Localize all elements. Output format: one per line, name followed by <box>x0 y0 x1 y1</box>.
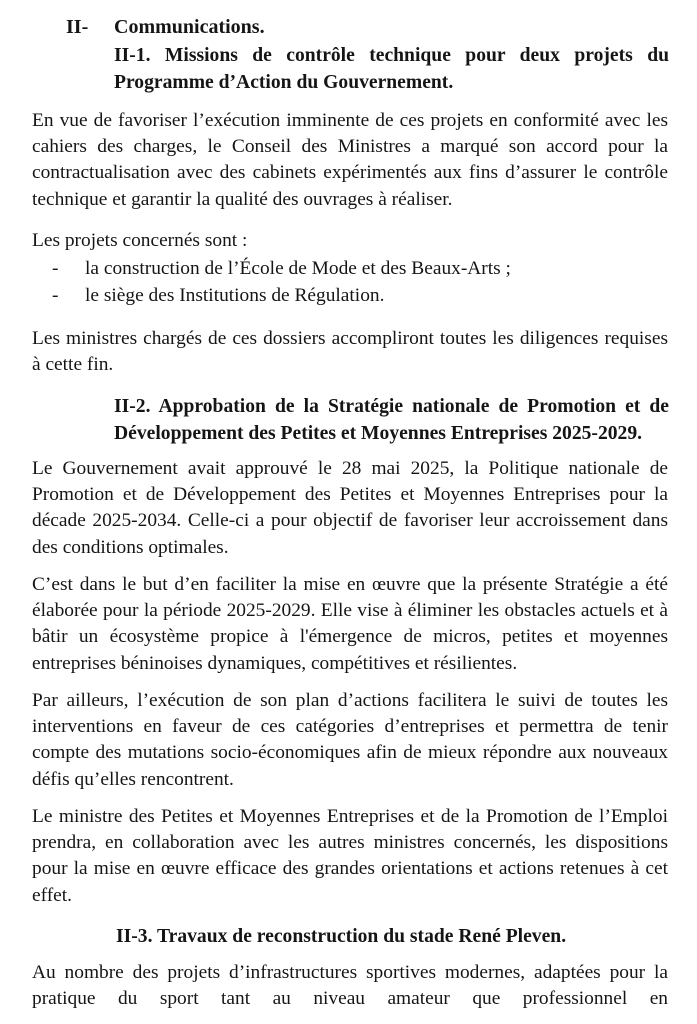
list-item <box>52 283 511 310</box>
subsection-1-heading-line1: II-1. Missions de contrôle technique pour deux projets du <box>114 45 669 66</box>
subsection-2-paragraph-3: Par ailleurs, l’exécution de son plan d’actions facilitera le suivi de toutes les interventions en faveur de ces catégories d’entreprises et permettra de tenir compte des mutations socio-économiques afin de mieux répondre aux nouveaux défis qu’elles rencontrent. <box>32 690 668 790</box>
subsection-3-paragraph-1: Au nombre des projets d’infrastructures sportives modernes, adaptées pour la pratique du sport tant au niveau amateur que professionnel en <box>32 962 668 1010</box>
list-item-text: la construction de l’École de Mode et des Beaux-Arts ; <box>85 258 511 279</box>
subsection-1-paragraph-3: Les ministres chargés de ces dossiers accompliront toutes les diligences requises à cette fin. <box>32 328 668 376</box>
subsection-3-heading: II-3. Travaux de reconstruction du stade René Pleven. <box>116 926 567 947</box>
subsection-2-paragraph-1: Le Gouvernement avait approuvé le 28 mai 2025, la Politique nationale de Promotion et de Développement des Petites et Moyennes Entreprises pour la décade 2025-2034. Celle-ci a pour objectif de favoriser leur accroissement dans des conditions optimales. <box>32 458 668 558</box>
list-item <box>52 256 511 283</box>
list-dash: - <box>52 284 59 306</box>
subsection-1-paragraph-2: Les projets concernés sont : <box>32 230 248 251</box>
section-title: Communications. <box>114 16 265 38</box>
list-dash: - <box>52 258 59 279</box>
projects-list <box>52 256 511 309</box>
subsection-2-heading-line2: Développement des Petites et Moyennes Entreprises 2025-2029. <box>114 423 643 444</box>
subsection-1-paragraph-1: En vue de favoriser l’exécution imminente de ces projets en conformité avec les cahiers des charges, le Conseil des Ministres a marqué son accord pour la contractualisation avec des cabinets expérimentés aux fins d’assurer le contrôle technique et garantir la qualité des ouvrages à réaliser. <box>32 110 668 210</box>
section-number: II- <box>66 16 89 38</box>
subsection-2-paragraph-4: Le ministre des Petites et Moyennes Entreprises et de la Promotion de l’Emploi prendra, en collaboration avec les autres ministres concernés, les dispositions pour la mise en œuvre efficace des grandes orientations et actions retenues à cet effet. <box>32 806 668 906</box>
subsection-2-paragraph-2: C’est dans le but d’en faciliter la mise en œuvre que la présente Stratégie a été élaborée pour la période 2025-2029. Elle vise à éliminer les obstacles actuels et à bâtir un écosystème propice à l'émergence de micros, petites et moyennes entreprises béninoises dynamiques, compétitives et résilientes. <box>32 574 668 674</box>
subsection-1-heading-line2: Programme d’Action du Gouvernement. <box>114 72 454 93</box>
subsection-2-heading-line1: II-2. Approbation de la Stratégie nationale de Promotion et de <box>114 396 669 417</box>
list-item-text: le siège des Institutions de Régulation. <box>85 284 385 306</box>
